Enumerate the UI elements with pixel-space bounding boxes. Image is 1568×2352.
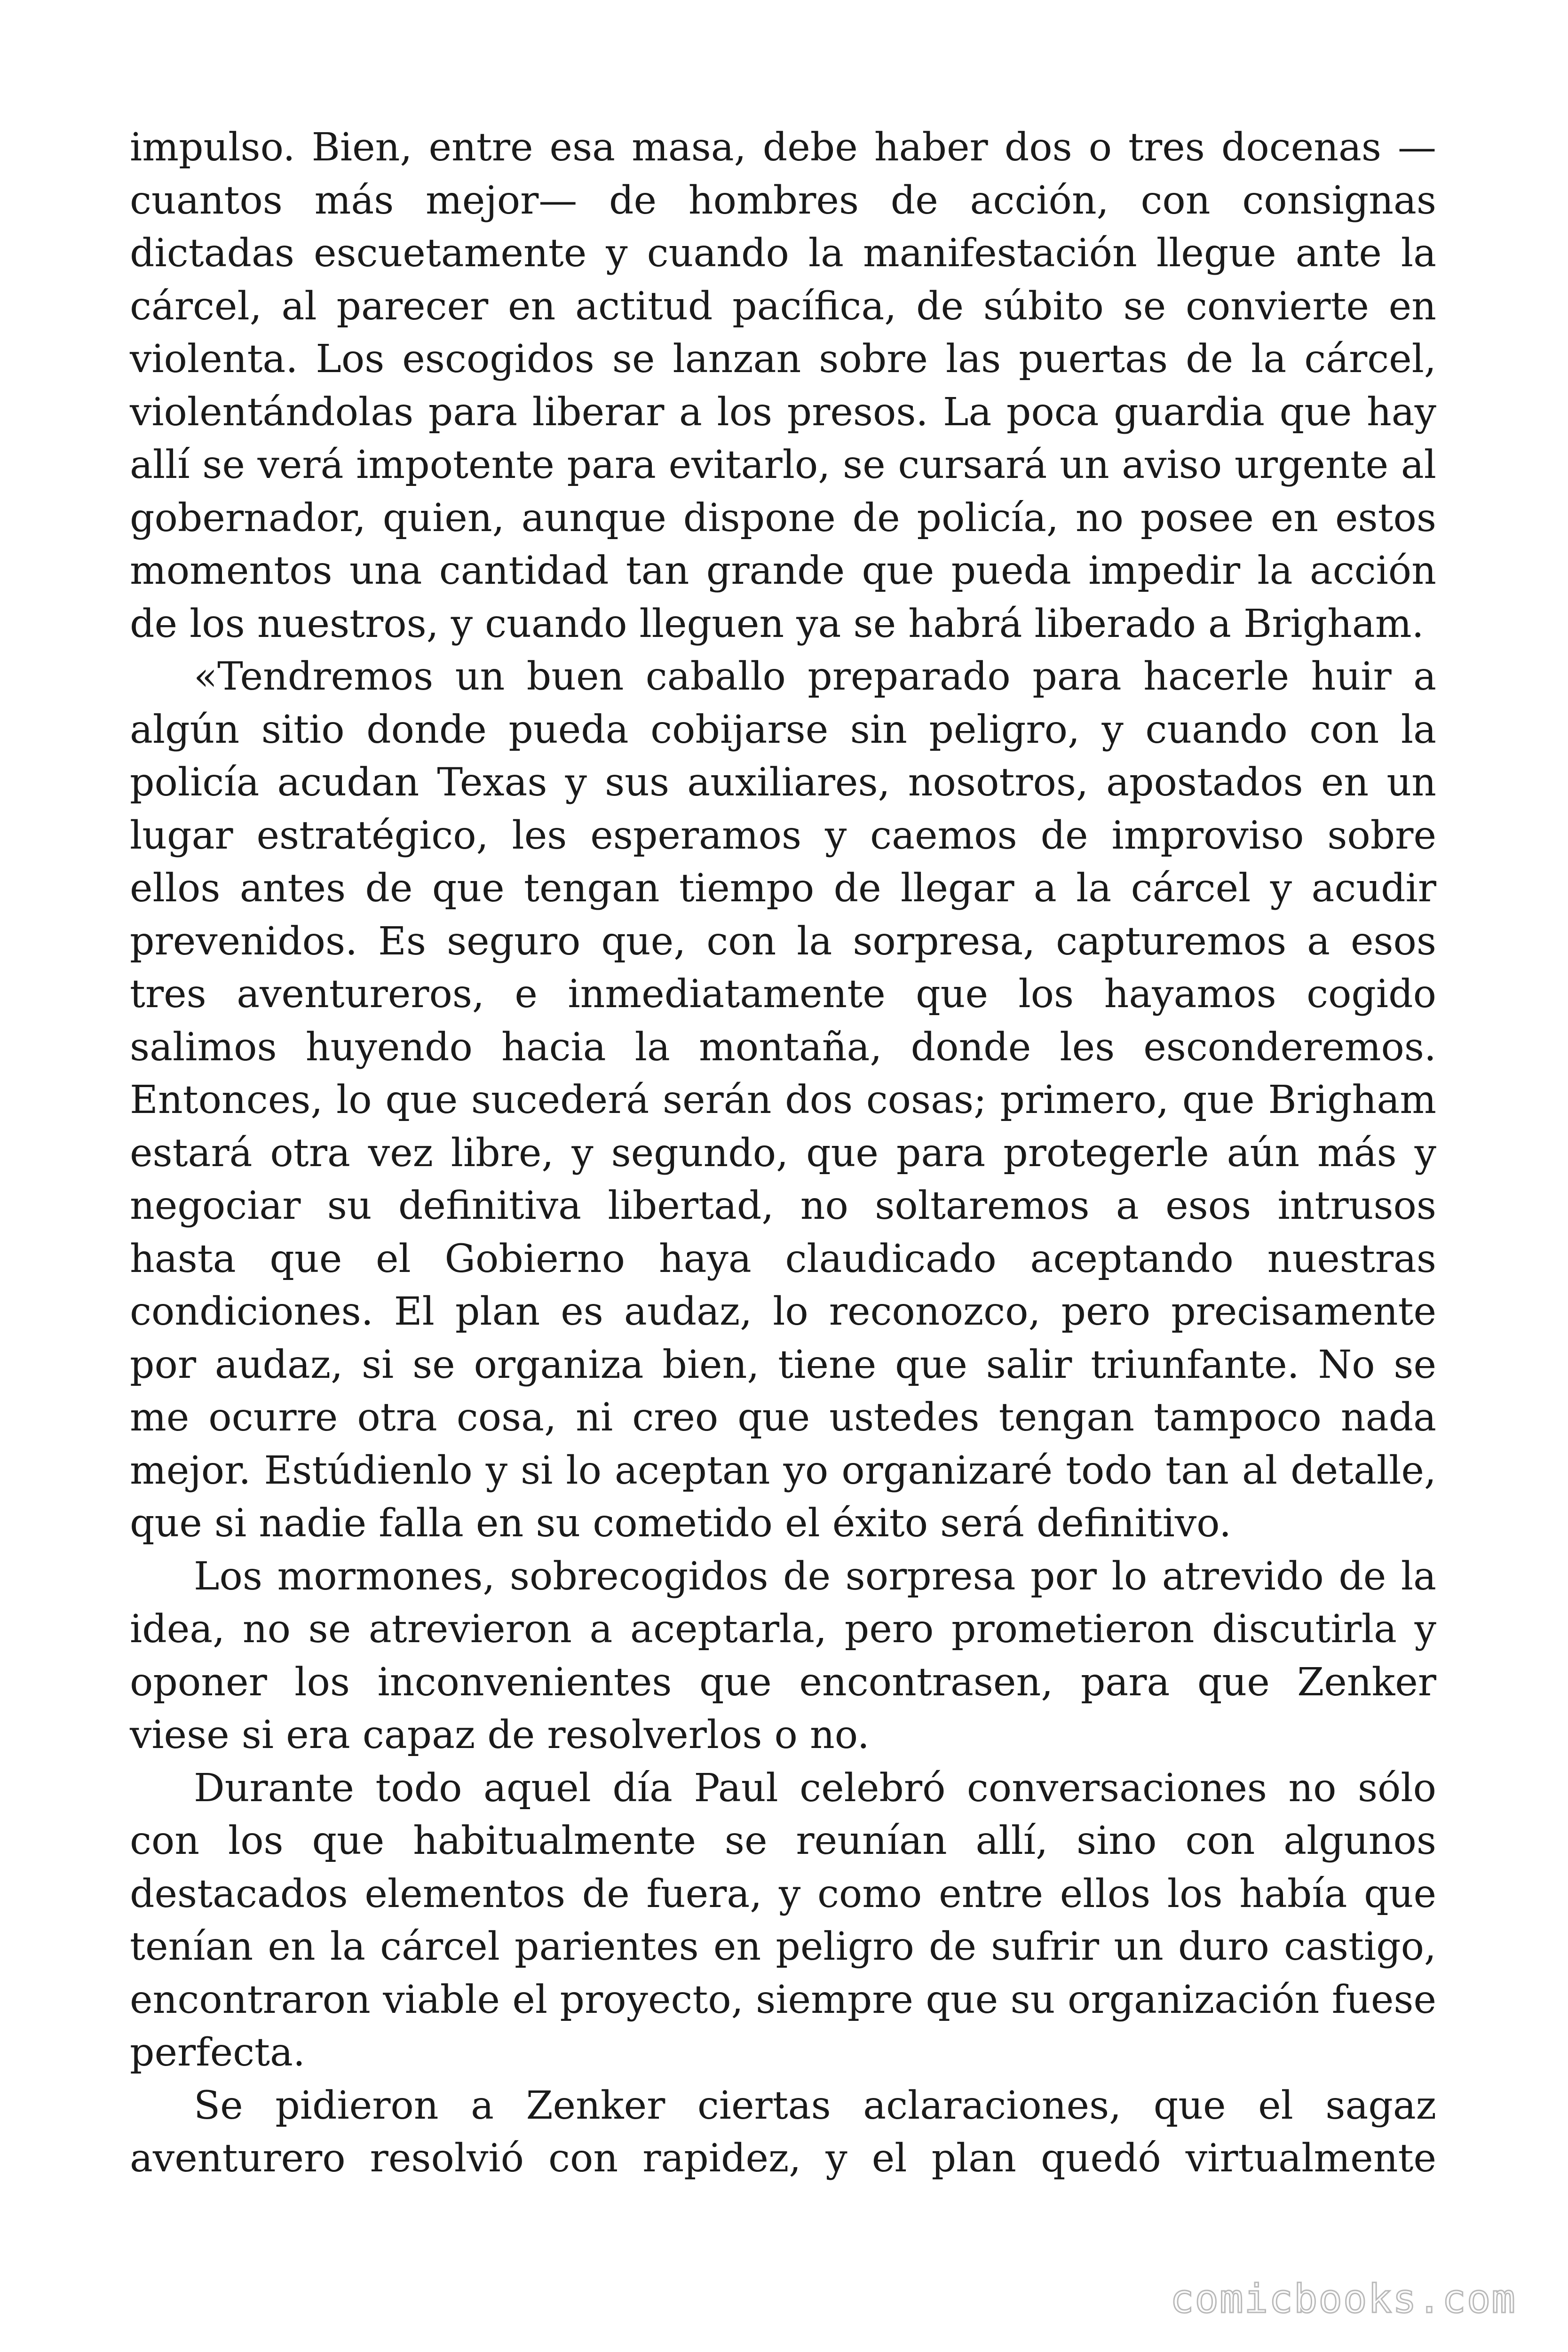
paragraph-2: «Tendremos un buen caballo preparado para hacerle huir a algún sitio donde pueda cobijarse sin peligro, y cuando con la policía acudan Texas y sus auxiliares, nosotros, apostados en un lugar estratégico, les esperamos y caemos de improviso sobre ellos antes de que tengan tiempo de llegar a la cárcel y acudir prevenidos. Es seguro que, con la sorpresa, capturemos a esos tres aventureros, e inmediatamente que los hayamos cogido salimos huyendo hacia la montaña, donde les esconderemos. Entonces, lo que sucederá serán dos cosas; primero, que Brigham estará otra vez libre, y segundo, que para protegerle aún más y negociar su definitiva libertad, no soltaremos a esos intrusos hasta que el Gobierno haya claudicado aceptando nuestras condiciones. El plan es audaz, lo reconozco, pero precisamente por audaz, si se organiza bien, tiene que salir triunfante. No se me ocurre otra cosa, ni creo que ustedes tengan tampoco nada mejor. Estúdienlo y si lo aceptan yo organizaré todo tan al detalle, que si nadie falla en su cometido el éxito será definitivo. [130, 654, 1436, 1546]
paragraph-3: Los mormones, sobrecogidos de sorpresa por lo atrevido de la idea, no se atrevieron a aceptarla, pero prometieron discutirla y oponer los inconvenientes que encontrasen, para que Zenker viese si era capaz de resolverlos o no. [130, 1554, 1436, 1757]
watermark: comicbooks.com [1170, 2276, 1516, 2322]
paragraph-5: Se pidieron a Zenker ciertas aclaraciones, que el sagaz aventurero resolvió con rapidez, y el plan quedó virtualmente [130, 2083, 1436, 2181]
body-text [130, 121, 1436, 2185]
paragraph-4: Durante todo aquel día Paul celebró conversaciones no sólo con los que habitualmente se reunían allí, sino con algunos destacados elementos de fuera, y como entre ellos los había que tenían en la cárcel parientes en peligro de sufrir un duro castigo, encontraron viable el proyecto, siempre que su organización fuese perfecta. [130, 1765, 1436, 2075]
paragraph-1: impulso. Bien, entre esa masa, debe haber dos o tres docenas —cuantos más mejor— de hombres de acción, con consignas dictadas escuetamente y cuando la manifestación llegue ante la cárcel, al parecer en actitud pacífica, de súbito se convierte en violenta. Los escogidos se lanzan sobre las puertas de la cárcel, violentándolas para liberar a los presos. La poca guardia que hay allí se verá impotente para evitarlo, se cursará un aviso urgente al gobernador, quien, aunque dispone de policía, no posee en estos momentos una cantidad tan grande que pueda impedir la acción de los nuestros, y cuando lleguen ya se habrá liberado a Brigham. [130, 125, 1436, 646]
